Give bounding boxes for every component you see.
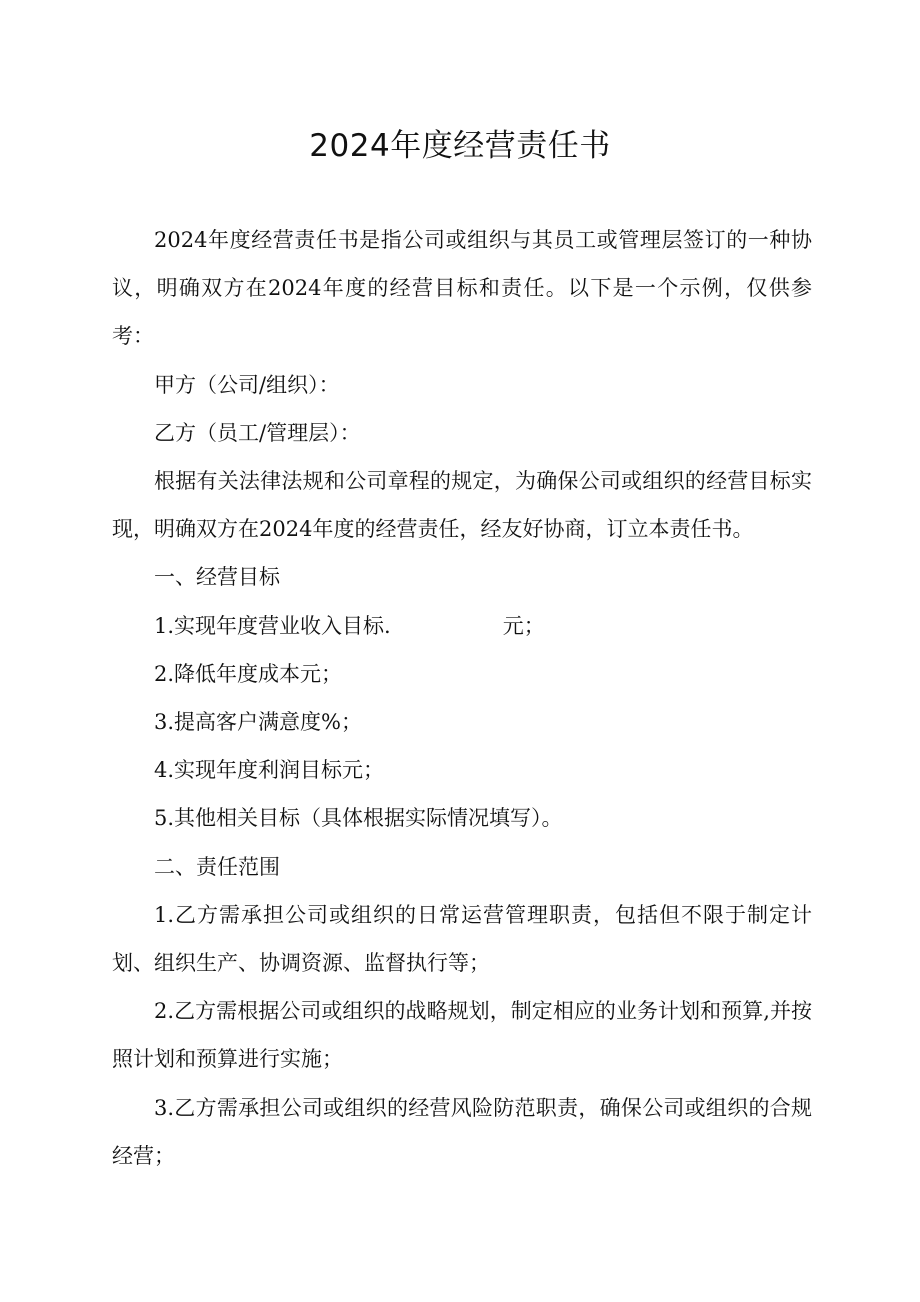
goal-item-2: 2.降低年度成本元； <box>154 661 343 686</box>
intro-paragraph: 2024年度经营责任书是指公司或组织与其员工或管理层签订的一种协议，明确双方在2024年度的经营目标和责任。以下是一个示例，仅供参考： <box>112 228 812 349</box>
scope-item-2: 2.乙方需根据公司或组织的战略规划，制定相应的业务计划和预算,并按照计划和预算进行实施； <box>112 999 812 1072</box>
scope-item-3: 3.乙方需承担公司或组织的经营风险防范职责，确保公司或组织的合规经营； <box>112 1095 812 1168</box>
document-title: 2024年度经营责任书 <box>309 128 611 164</box>
document-body <box>112 216 812 1180</box>
party-b-line: 乙方（员工/管理层）： <box>154 420 361 445</box>
party-a-line: 甲方（公司/组织）： <box>154 372 340 397</box>
goal-item-1-suffix: 元； <box>502 613 545 638</box>
scope-item-1: 1.乙方需承担公司或组织的日常运营管理职责，包括但不限于制定计划、组织生产、协调资源、监督执行等； <box>112 902 812 976</box>
goal-item-4: 4.实现年度利润目标元； <box>154 758 385 783</box>
preamble-paragraph: 根据有关法律法规和公司章程的规定，为确保公司或组织的经营目标实现，明确双方在2024年度的经营责任，经友好协商，订立本责任书。 <box>112 469 812 542</box>
section-heading-goals: 一、经营目标 <box>154 565 280 590</box>
goal-item-1 <box>112 602 812 650</box>
goal-item-1-prefix: 1.实现年度营业收入目标. <box>154 613 391 638</box>
goal-item-5: 5.其他相关目标（具体根据实际情况填写）。 <box>154 806 563 831</box>
section-heading-scope: 二、责任范围 <box>154 854 280 879</box>
goal-item-3: 3.提高客户满意度%； <box>154 710 362 735</box>
